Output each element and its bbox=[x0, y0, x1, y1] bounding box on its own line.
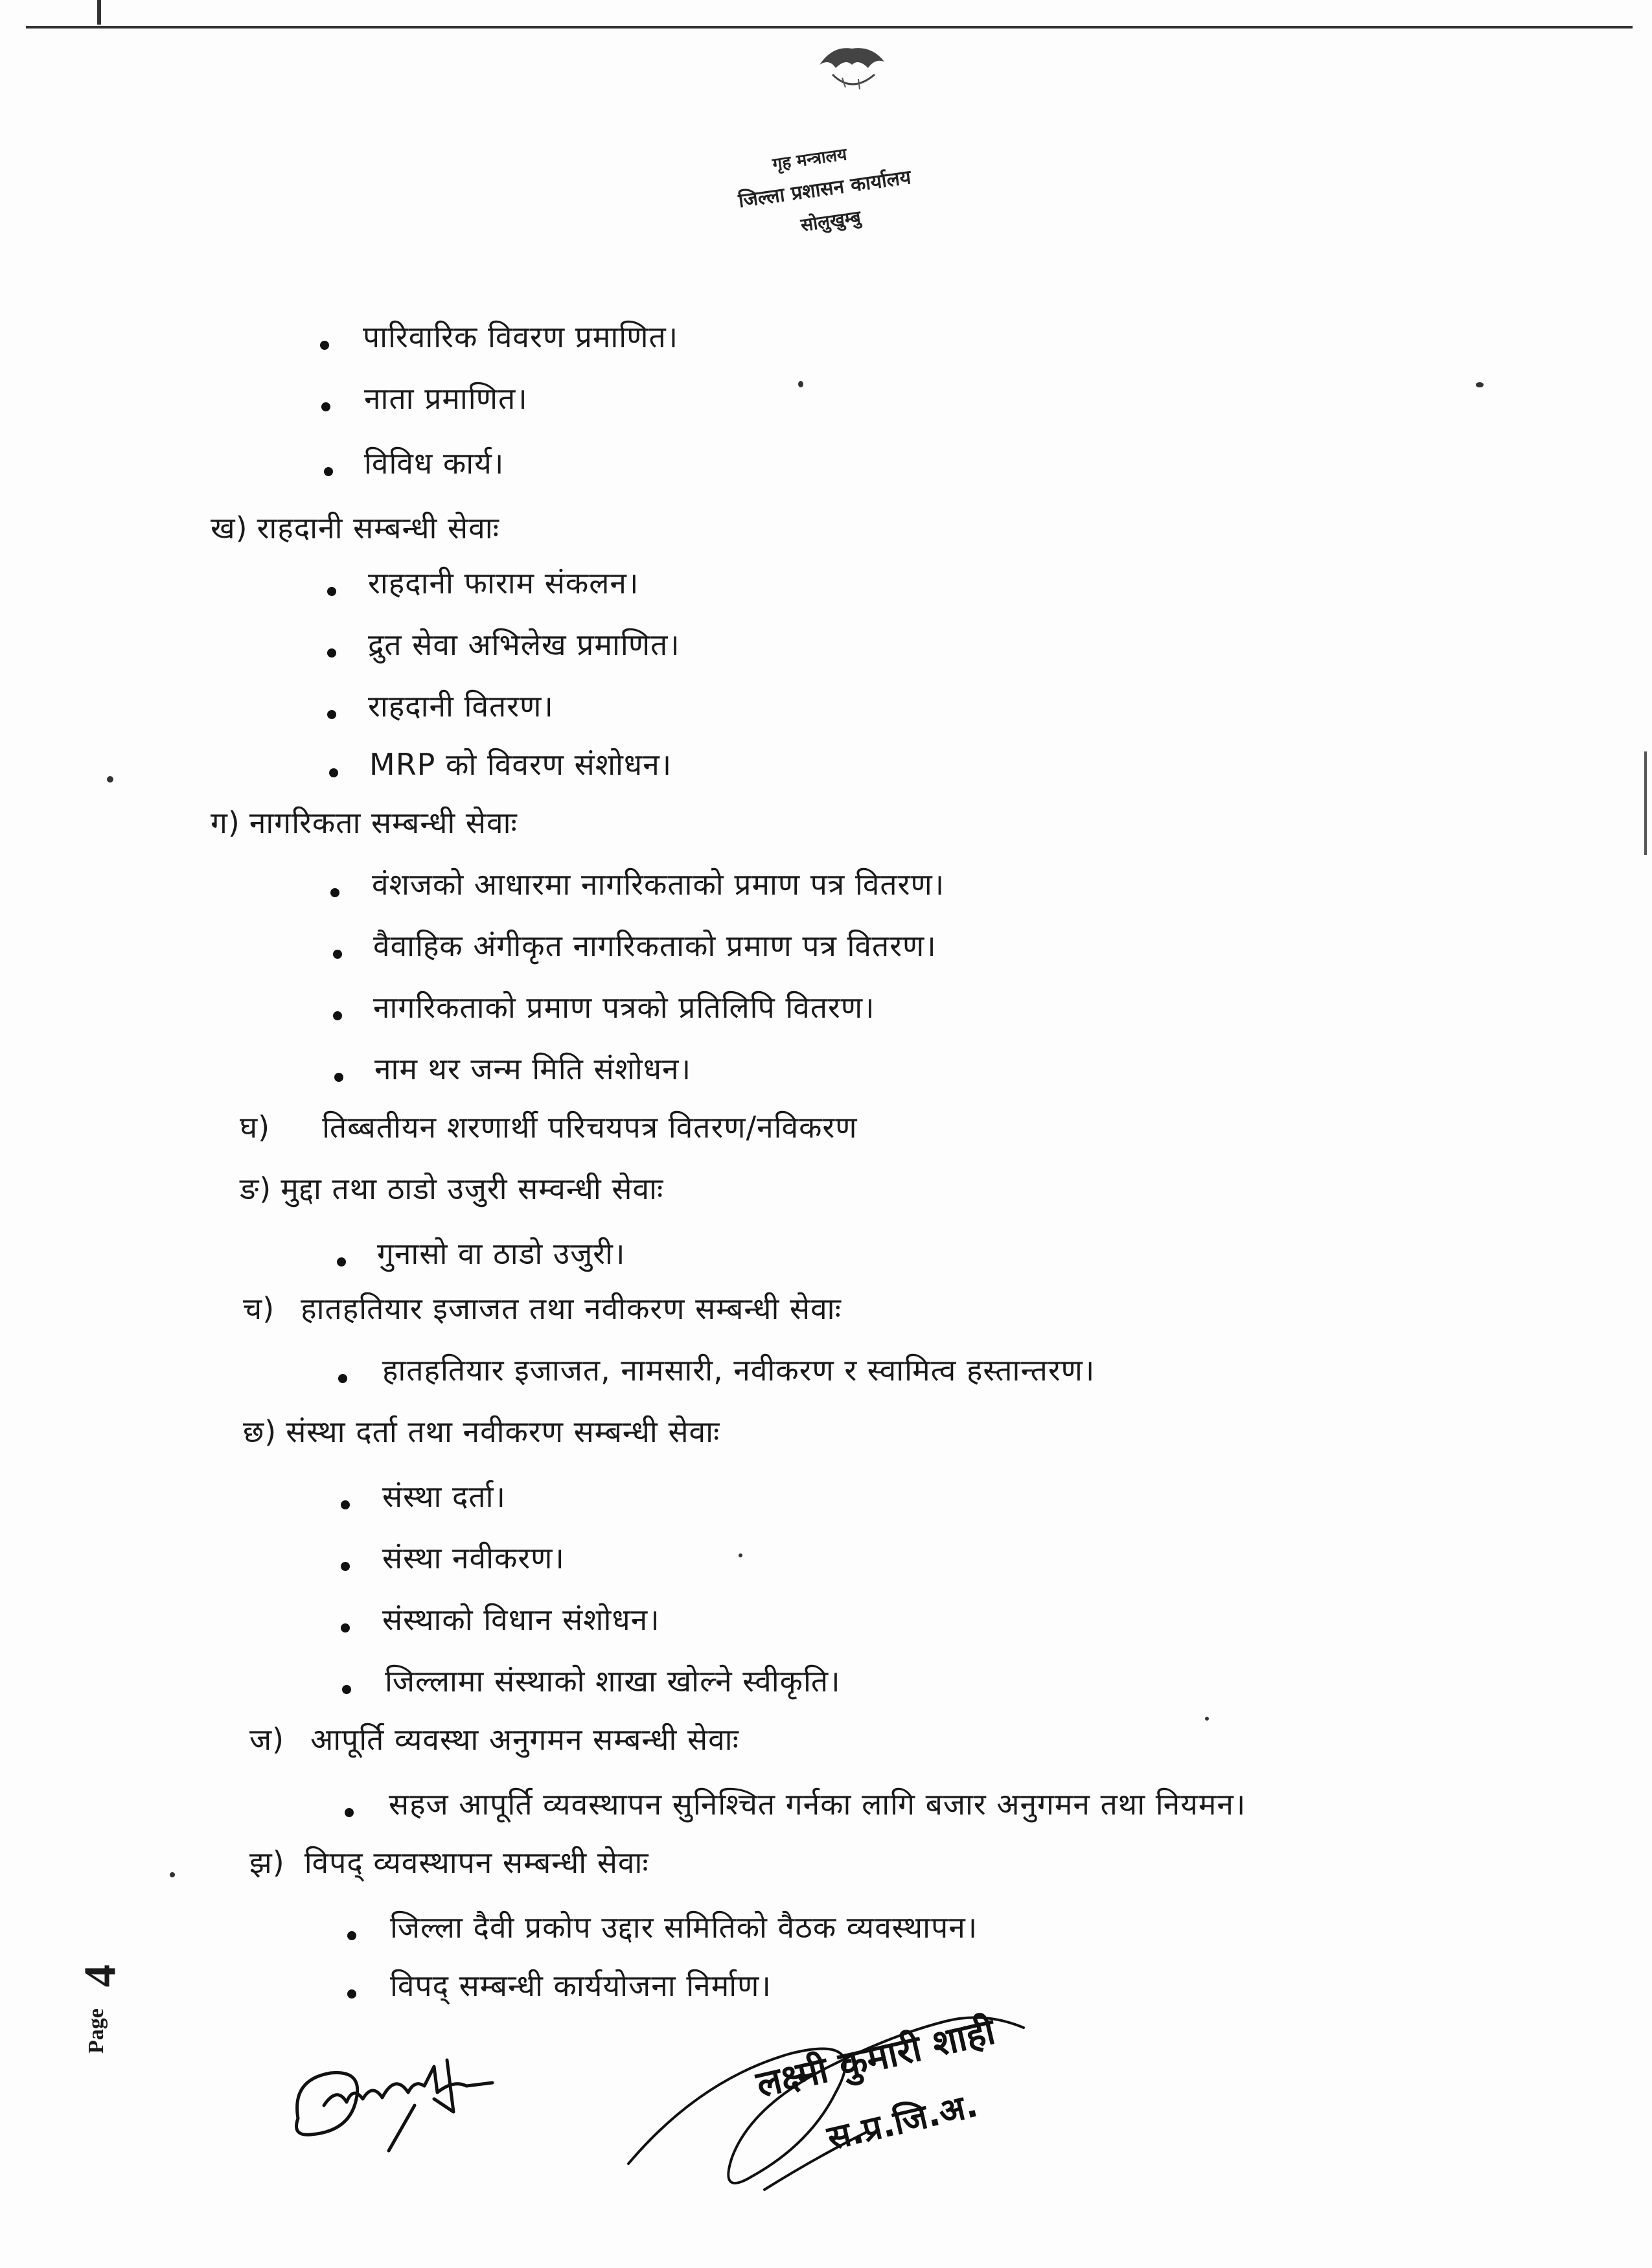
bullet-icon bbox=[341, 1562, 350, 1571]
section-heading bbox=[243, 1289, 842, 1328]
scan-speck bbox=[1205, 1717, 1209, 1721]
list-item-text: नाम थर जन्म मिति संशोधन। bbox=[374, 1051, 692, 1086]
bullet-icon bbox=[347, 1931, 356, 1940]
bullet-icon bbox=[341, 1500, 350, 1509]
list-item-text: विविध कार्य। bbox=[364, 446, 505, 481]
section-heading bbox=[249, 1843, 649, 1882]
page-number-label: Page bbox=[84, 2008, 108, 2054]
section-title: आपूर्ति व्यवस्था अनुगमन सम्बन्धी सेवाः bbox=[310, 1722, 739, 1757]
section-heading bbox=[211, 803, 518, 842]
list-item-text: नाता प्रमाणित। bbox=[364, 381, 528, 416]
bullet-icon bbox=[347, 1989, 356, 1999]
list-item-text: पारिवारिक विवरण प्रमाणित। bbox=[363, 319, 679, 354]
bullet-icon bbox=[337, 1257, 346, 1266]
list-item-text: द्रुत सेवा अभिलेख प्रमाणित। bbox=[368, 627, 680, 662]
list-item-text: MRP को विवरण संशोधन। bbox=[369, 747, 672, 782]
government-emblem-icon bbox=[813, 39, 891, 104]
bullet-icon bbox=[330, 888, 339, 897]
scan-top-rule bbox=[26, 26, 1633, 29]
list-item-text: राहदानी फाराम संकलन। bbox=[368, 566, 639, 601]
bullet-icon bbox=[324, 467, 333, 476]
list-item-text: संस्था दर्ता। bbox=[382, 1479, 506, 1514]
section-marker: ङ) bbox=[240, 1171, 272, 1206]
signatory-title: स.प्र.जि.अ. bbox=[823, 2085, 981, 2159]
scan-speck bbox=[107, 776, 113, 783]
bullet-icon bbox=[341, 1623, 350, 1632]
scan-top-tick bbox=[97, 0, 101, 25]
bullet-icon bbox=[338, 1374, 347, 1383]
section-marker: ग) bbox=[211, 805, 240, 840]
bullet-icon bbox=[321, 402, 330, 411]
scan-edge-line bbox=[1644, 751, 1647, 855]
bullet-icon bbox=[329, 768, 338, 777]
bullet-icon bbox=[342, 1685, 351, 1694]
section-heading bbox=[240, 1108, 857, 1147]
bullet-icon bbox=[334, 1073, 343, 1082]
section-title: हातहतियार इजाजत तथा नवीकरण सम्बन्धी सेवाः bbox=[301, 1291, 842, 1326]
list-item-text: विपद् सम्बन्धी कार्ययोजना निर्माण। bbox=[390, 1968, 772, 2003]
section-title: विपद् व्यवस्थापन सम्बन्धी सेवाः bbox=[304, 1845, 649, 1880]
bullet-icon bbox=[327, 648, 336, 658]
list-item-text: वैवाहिक अंगीकृत नागरिकताको प्रमाण पत्र वितरण। bbox=[373, 928, 937, 963]
list-item-text: संस्था नवीकरण। bbox=[382, 1541, 565, 1575]
bullet-icon bbox=[345, 1808, 354, 1817]
list-item-text: हातहतियार इजाजत, नामसारी, नवीकरण र स्वामित्व हस्तान्तरण। bbox=[382, 1353, 1096, 1388]
bullet-icon bbox=[320, 341, 329, 350]
bullet-icon bbox=[333, 950, 342, 959]
section-marker: झ) bbox=[249, 1845, 285, 1880]
section-marker: च) bbox=[243, 1291, 275, 1326]
section-heading bbox=[243, 1412, 720, 1451]
bullet-icon bbox=[333, 1011, 342, 1020]
section-heading bbox=[249, 1720, 739, 1759]
scan-speck bbox=[170, 1872, 175, 1877]
list-item-text: नागरिकताको प्रमाण पत्रको प्रतिलिपि वितरण। bbox=[373, 990, 875, 1025]
bullet-icon bbox=[327, 587, 336, 596]
list-item-text: गुनासो वा ठाडो उजुरी। bbox=[377, 1236, 626, 1271]
svg-text:गृह मन्त्रालय: गृह मन्त्रालय bbox=[771, 144, 849, 175]
list-item-text: जिल्लामा संस्थाको शाखा खोल्ने स्वीकृति। bbox=[385, 1664, 841, 1699]
section-marker: ख) bbox=[211, 510, 248, 545]
section-marker: घ) bbox=[240, 1110, 271, 1145]
section-marker: छ) bbox=[243, 1414, 277, 1449]
section-title: मुद्दा तथा ठाडो उजुरी सम्वन्धी सेवाः bbox=[281, 1171, 664, 1206]
scan-speck bbox=[739, 1553, 742, 1557]
section-title: तिब्बतीयन शरणार्थी परिचयपत्र वितरण/नविकरण bbox=[322, 1110, 858, 1145]
svg-text:सोलुखुम्बु: सोलुखुम्बु bbox=[799, 206, 862, 236]
section-title: राहदानी सम्बन्धी सेवाः bbox=[257, 510, 499, 545]
section-marker: ज) bbox=[249, 1722, 285, 1757]
signatory-name: लक्ष्मी कुमारी शाही bbox=[752, 2010, 999, 2107]
section-heading bbox=[240, 1169, 663, 1208]
office-stamp bbox=[726, 130, 939, 259]
list-item-text: संस्थाको विधान संशोधन। bbox=[382, 1602, 660, 1637]
page-number bbox=[75, 1956, 136, 2086]
list-item-text: सहज आपूर्ति व्यवस्थापन सुनिश्चित गर्नका लागि बजार अनुगमन तथा नियमन। bbox=[389, 1787, 1246, 1822]
list-item-text: वंशजको आधारमा नागरिकताको प्रमाण पत्र वितरण। bbox=[372, 867, 945, 902]
scan-speck bbox=[798, 381, 803, 387]
list-item-text: राहदानी वितरण। bbox=[368, 689, 554, 724]
page-number-value: 4 bbox=[75, 1964, 126, 1987]
section-heading bbox=[211, 509, 499, 547]
list-item-text: जिल्ला दैवी प्रकोप उद्दार समितिको वैठक व्यवस्थापन। bbox=[390, 1910, 978, 1945]
section-title: संस्था दर्ता तथा नवीकरण सम्बन्धी सेवाः bbox=[286, 1414, 720, 1449]
section-title: नागरिकता सम्बन्धी सेवाः bbox=[249, 805, 518, 840]
bullet-icon bbox=[327, 710, 336, 719]
signature-left bbox=[285, 2021, 505, 2170]
svg-text:जिल्ला प्रशासन कार्यालय: जिल्ला प्रशासन कार्यालय bbox=[737, 166, 913, 213]
scan-speck bbox=[1476, 382, 1484, 387]
